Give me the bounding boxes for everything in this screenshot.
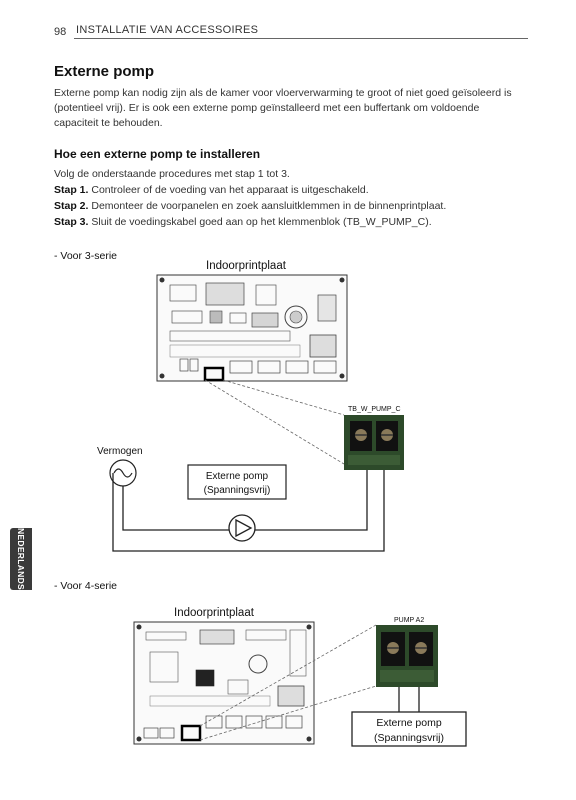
indoor-pcb-board-4-series [134, 622, 314, 744]
procedure-heading: Hoe een externe pomp te installeren [54, 147, 261, 161]
wiring-diagram-4-series [0, 600, 576, 800]
diagram1-terminal-label: TB_W_PUMP_C [348, 406, 401, 413]
step-2 [54, 200, 446, 212]
terminal-block-photo-4 [376, 625, 438, 687]
procedure-intro: Volg de onderstaande procedures met stap 1 tot 3. [54, 168, 290, 180]
diagram1-pump-line2: (Spanningsvrij) [203, 485, 271, 496]
terminal-block-photo [344, 415, 404, 470]
diagram1-board-label: Indoorprintplaat [206, 260, 286, 272]
series-4-label: - Voor 4-serie [54, 580, 118, 592]
step-3 [54, 216, 432, 228]
diagram1-pump-line1: Externe pomp [205, 471, 269, 482]
step-2-text: Demonteer de voorpanelen en zoek aansluitklemmen in de binnenprintplaat. [91, 200, 447, 212]
step-1-label: Stap 1. [54, 184, 89, 196]
diagram2-pump-line1: Externe pomp [376, 717, 442, 729]
page-number: 98 [54, 26, 67, 38]
page-title: Externe pomp [54, 63, 155, 80]
header-divider [74, 38, 528, 39]
indoor-pcb-board [157, 275, 347, 381]
series-3-label: - Voor 3-serie [54, 250, 118, 262]
step-3-text: Sluit de voedingskabel goed aan op het klemmenblok (TB_W_PUMP_C). [91, 216, 432, 228]
language-tab-label: NEDERLANDS [16, 527, 26, 591]
diagram2-terminal-label: PUMP A2 [394, 617, 425, 624]
intro-paragraph: Externe pomp kan nodig zijn als de kamer voor vloerverwarming te groot of niet goed geïsoleerd is (potentieel vrij). Er is ook een externe pomp geïnstalleerd met een buffertank om voldoende capaciteit te behouden. [54, 87, 512, 129]
step-3-label: Stap 3. [54, 216, 89, 228]
diagram2-pump-line2: (Spanningsvrij) [373, 732, 445, 744]
step-1 [54, 184, 369, 196]
step-1-text: Controleer of de voeding van het apparaat is uitgeschakeld. [91, 184, 369, 196]
step-2-label: Stap 2. [54, 200, 89, 212]
power-label: Vermogen [97, 446, 143, 457]
diagram2-board-label: Indoorprintplaat [174, 607, 254, 619]
section-title: INSTALLATIE VAN ACCESSOIRES [76, 24, 259, 36]
wiring-diagram-3-series [0, 255, 576, 555]
